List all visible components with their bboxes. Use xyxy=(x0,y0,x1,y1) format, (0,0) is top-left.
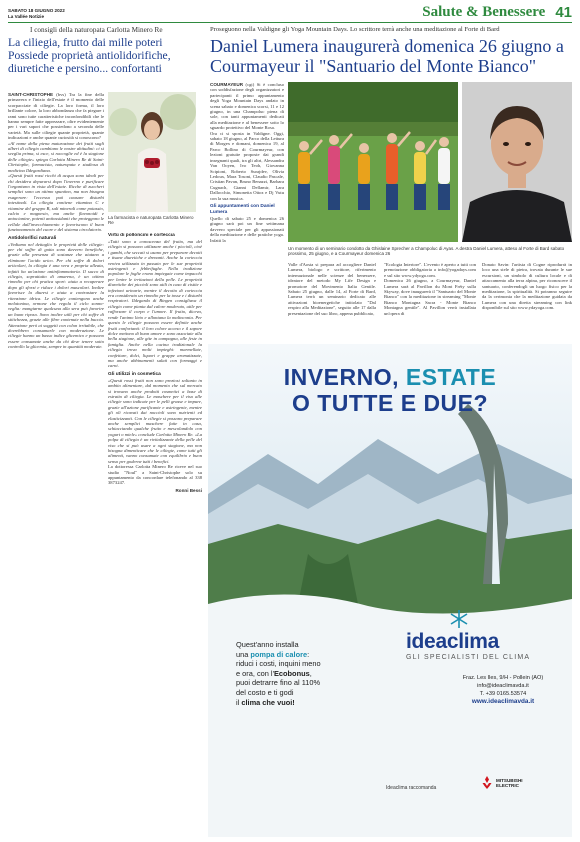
body-paragraph: «Questi rossi frutti non sono preziosi soltanto in ambito alimentare, dal momento che sul mercato si trovano anche prodotti cosmetici a base di estratto di ciliegia. Le maschere per il viso alle ciliegie sono indicate per le pelli grasse e impure, grazie all'azione purificante e astringente, mentre gli oli ricavati dai noccioli sono nutrienti ed elasticizzanti. Con le ciliegie si possono preparare anche semplici maschere fatte in casa, schiacciando qualche frutto e mescolandolo con yogurt o miele» conclude Carlotta Minero Re. «La polpa di ciliegia è un rivitalizzante della pelle del viso che si può usare a ogni stagione, ma non bisogna dimenticare che le ciliegie, come tutti gli alimenti, vanno consumate con equilibrio e buon senso per goderne tutti i benefici. xyxy=(108,377,202,464)
page-number: 41 xyxy=(555,4,572,21)
section-title: Salute & Benessere xyxy=(422,4,546,20)
address: Fraz. Les Iles, 9/H - Pollein (AO) xyxy=(462,675,544,681)
subheading: Virtù di polloncini e corteccia xyxy=(108,233,175,238)
body-paragraph: Quello di sabato 25 e domenica 26 giugno sarà poi un fine settimana davvero speciale per gli appassionati della meditazione e delle pratiche yoga. Infatti la xyxy=(210,215,284,243)
snowflake-icon xyxy=(444,608,474,630)
header-rule xyxy=(8,22,572,23)
mitsubishi-logo xyxy=(480,776,523,789)
body-paragraph: "Ecologia Interiore". L'evento è aperto a tutti con prenotazione obbligatoria a info@yogadays.com e sul sito www.ydyoga.com. xyxy=(384,262,476,278)
partner-name-2: ELECTRIC xyxy=(496,782,519,788)
ad-headline-part-2: O TUTTE E DUE? xyxy=(291,390,489,416)
ad-headline-part-1: INVERNO, ESTATE xyxy=(283,364,497,390)
body-paragraph: La dottoressa Carlotta Minero Re riceve nel suo studio "Noul" a Saint-Christophe solo su appuntamento da concordare telefonando al 338 3873247. xyxy=(108,464,202,486)
dateline: COURMAYEUR xyxy=(210,82,244,87)
body-paragraph: Domenica 26 giugno, a Courmayeur, Daniel Lumera sarà al Pavillon du Mont Fréty sulla Skyway, dove inaugurerà il "Santuario del Monte Bianco" con la meditazione in streaming "Monte Bianco Montagna Sacra - Monte Bianco Montagna gentile". Al Pavillon verrà installata un'opera di xyxy=(384,278,476,316)
portrait-svg xyxy=(462,82,572,242)
naturopath-photo-svg xyxy=(108,92,196,212)
article-kicker: Proseguono nella Valdigne gli Yoga Mountain Days. Lo scrittore terrà anche una meditazione al Forte di Bard xyxy=(210,26,500,33)
subheading: Gli appuntamenti con Daniel Lumera xyxy=(210,203,275,215)
article-headline: Daniel Lumera inaugurerà domenica 26 giugno a Courmayeur il "Santuario del Monte Bianco" xyxy=(210,36,564,76)
body-paragraph: Tra la fine della primavera e l'inizio dell'estate è il momento delle scorpacciate di ciliegie. La loro forma, il loro brillante colore, la loro abbondanza che fa piegare i rami sono tutte caratteristiche inconfondibili che le hanno sempre fatte apprezzare, oltre evidentemente per i vari sapori che possiedono a seconda delle varietà. Ma sulle ciliegie quante proprietà, quante indicazioni e anche quante curiosità si conoscono? xyxy=(8,92,104,141)
phone-number[interactable]: T. +39 0165.53574 xyxy=(479,691,527,697)
contact-info xyxy=(438,674,568,706)
naturopath-photo xyxy=(108,92,196,212)
newspaper-name: La Vallée Notizie xyxy=(8,13,44,19)
article-column-3 xyxy=(384,262,476,340)
body-paragraph: «Tutti sono a conoscenza del frutto, ma del ciliegio si possono utilizzare anche i piccioli, cioè i gambi, che seccati si usano per preparare decotti e tisane diuretiche e drenanti. Anche la corteccia veniva utilizzata in passato per le sue proprietà astringenti e febbrifughe. Nella tradizione popolare le foglie erano impiegate come impacchi per lenire le irritazioni della pelle. Le proprietà diuretiche dei piccioli sono utili in caso di cistite e infezioni urinarie, mentre il decotto di corteccia era considerato un rimedio per la tosse e i disturbi respiratori. Ildegarda di Bingen consigliava il ciliegio come pianta dal calore moderato, utile per rafforzare il corpo e l'umore. Il frutto, diceva, rende l'animo lieto e allontana la malinconia. Per questo le ciliegie possono essere definite anche frutti confortanti: il loro colore acceso e il sapore dolce mettono di buon umore e sono associate alla bella stagione, alle gite in campagna, alle feste in famiglia. Anche nella cucina tradizionale la ciliegia trova molti impieghi: marmellate, confetture, dolci, liquori e grappe aromatizzate, ma anche abbinamenti salati con formaggi e carni. xyxy=(108,239,202,369)
body-paragraph: «Vediamo nel dettaglio le proprietà delle ciliegie: per chi soffre di gotta sono davvero benefiche, grazie alla presenza di sostanze che aiutano a eliminare l'acido urico. Per chi soffre di dolori articolari, la ciliegia è una vera e propria alleata, infatti ha un'azione antinfiammatoria. Il succo di ciliegia, soprattutto di amarena, è un ottimo rimedio per chi pratica sport: aiuta a recuperare dopo gli sforzi e riduce i dolori muscolari. Inoltre favorisce la diuresi e aiuta a contrastare la ritenzione idrica. Le ciliegie contengono anche melatonina, ormone che regola il ciclo sonno-veglia: mangiarne qualcuna alla sera può favorire un buon riposo. Sono inoltre utili per chi soffre di stitichezza, grazie alle fibre contenute nella buccia. Attenzione però ai soggetti con colon irritabile, che dovrebbero consumarle con moderazione. Le ciliegie hanno un basso indice glicemico e possono essere consumate anche da chi deve tenere sotto controllo la glicemia, sempre in quantità moderate. xyxy=(8,241,104,350)
author-signature: Ronni Bessi xyxy=(175,487,202,493)
body-paragraph: Ora ci si sposta in Valdigne. Oggi, sabato 18 giugno, al Parco della Lettura di Morgex e domani, domenica 19, al Parco Bollino di Courmayeur, con lezioni gratuite proposte dai grandi insegnanti quali, tra gli altri, Alessandra Van Ooyen, Ivo Teoh, Giovanna Scipioni, Roberto Surajdev, Olivia Ledoux, Mara Tosoni, Claudio Pascale, Cristian Pavan, Bruno Benazzi, Barbara Cugnach, Gianni Dellamir, Lara Dallocchio, Simonetta Ottoz e Dj Vutu con la sua musica. xyxy=(210,130,284,201)
yoga-seminar-photo-svg xyxy=(288,82,458,242)
article-column-2 xyxy=(108,233,202,837)
subheading: Antidolorifici naturali xyxy=(8,235,57,241)
article-column-4: Donato Savin: l'artista di Cogne riprodurrà in loco una stele di pietra, trovata durante le sue escursioni, un simbolo di cultura locale e di attaccamento alla terra alpina, per riconoscere il santuario, conferendogli un luogo fisico per la meditazione, la spiritualità. Si potranno seguire da la cerimonia che la meditazione guidata da Lumera con una diretta streaming con link disponibile sul sito www.ydayoga.com. xyxy=(482,262,572,311)
recommends-text: Ideaclima raccomanda xyxy=(386,785,437,791)
masthead xyxy=(8,8,65,19)
section-header xyxy=(422,4,572,21)
photo-caption: La farmacista e naturopata Carlotta Minero Re xyxy=(108,215,194,226)
article-headline: La ciliegia, frutto dai mille poteri Possiede proprietà antiolidorifiche, diuretiche e persino... confortanti xyxy=(8,36,171,75)
daniel-lumera-portrait xyxy=(462,82,572,242)
website-link[interactable]: www.ideaclimavda.it xyxy=(471,698,535,705)
ideaclima-advertisement[interactable] xyxy=(208,344,572,837)
article-column-2: Valle d'Aosta si prepara ad accogliere Daniel Lumera, biologo e scrittore, riferimento internazionale nelle scienze del benessere, ideatore del metodo My Life Design e promotore del Movimento Italia Gentile. Sabato 25 giugno, dalle 14, al Forte di Bard, Lumera terrà un seminario dedicato alle attivazioni bioenergetiche intitolato "Dal respiro alla Meditazione", seguito alle 17 dalla presentazione del suo libro, appena pubblicato, xyxy=(288,262,376,316)
dateline: SAINT-CHRISTOPHE xyxy=(8,92,54,97)
article-column-1: COURMAYEUR (cgt) Si è concluso con soddisfazione degli organizzatori e partecipanti il primo appuntamento degli Yoga Mountain Days andato in scena sabato e domenica scorsi, 11 e 12 giugno, in una Champoluc piena di sole, con tanti appuntamenti dedicati alla meditazione e al benessere sotto lo sguardo protettivo del Monte Rosa. Ora ci si sposta in Valdigne. Oggi, sabato 18 giugno, al Parco della Lettura di Morgex e domani, domenica 19, al Parco Bollino di Courmayeur, con lezioni gratuite proposte dai grandi insegnanti quali, tra gli altri, Alessandra Van Ooyen, Ivo Teoh, Giovanna Scipioni, Roberto Surajdev, Olivia Ledoux, Mara Tosoni, Claudio Pascale, Cristian Pavan, Bruno Benazzi, Barbara Cugnach, Gianni Dellamir, Lara Dallocchio, Simonetta Ottoz e Dj Vutu con la sua musica. Gli appuntamenti con Daniel Lumera Quello di sabato 25 e domenica 26 giugno sarà poi un fine settimana davvero speciale per gli appassionati della meditazione e delle pratiche yoga. Infatti la xyxy=(210,82,284,243)
mitsubishi-diamonds-icon xyxy=(480,776,494,789)
ad-landscape-background xyxy=(208,344,572,837)
photo-caption: Un momento di un seminario condotto da Ghislaine Sprecher a Champoluc di Ayas. A destra Daniel Lumera, atteso al Forte di Bard sabato prossimo, 25 giugno, e a Courmayeur domenica 26 xyxy=(288,246,565,257)
issue-date: SABATO 18 GIUGNO 2022 xyxy=(8,8,65,13)
brand-tagline: GLI SPECIALISTI DEL CLIMA xyxy=(406,654,531,661)
brand-name: ideaclima xyxy=(406,630,500,653)
ideaclima-logo[interactable] xyxy=(406,608,566,661)
article-column-1: SAINT-CHRISTOPHE (bvs) Tra la fine della primavera e l'inizio dell'estate è il momento delle scorpacciate di ciliegie. La loro forma, il loro brillante colore, la loro abbondanza che fa piegare i rami sono tutte caratteristiche inconfondibili che le hanno sempre fatte apprezzare, oltre evidentemente per i vari sapori che possiedono a seconda delle varietà. Ma sulle ciliegie quante proprietà, quante indicazioni e anche quante curiosità si conoscono? «Al nome della piena maturazione dei frutti sugli alberi di ciliegio cambiano le nostre abitudini: ci si sveglia prima, si esce, si raccoglie ed è la stagione delle ciliegie» spiega Carlotta Minero Re di Saint-Christophe, farmacista, naturopata e studiosa di medicina Ildegardiana. «Questi frutti rossi ricchi di acqua sono ideali per chi desidera depurarsi dopo l'inverno e purificare l'organismo in vista dell'estate. Ricche di zuccheri semplici sono un ottimo spuntino, ma non bisogna esagerare: l'eccesso può causare disturbi intestinali. La ciliegia contiene vitamina C e vitamine del gruppo B, sali minerali come potassio, calcio e magnesio, ma anche flavonoidi e antocianine, potenti antiossidanti che proteggono le cellule dall'invecchiamento e favoriscono il buon funzionamento del cuore e del sistema circolatorio. Antidolorifici naturali «Vediamo nel dettaglio le proprietà delle ciliegie: per chi soffre di gotta sono davvero benefiche, grazie alla presenza di sostanze che aiutano a eliminare l'acido urico. Per chi soffre di dolori articolari, la ciliegia è una vera e propria alleata, infatti ha un'azione antinfiammatoria. Il succo di ciliegia, soprattutto di amarena, è un ottimo rimedio per chi pratica sport: aiuta a recuperare dopo gli sforzi e riduce i dolori muscolari. Inoltre favorisce la diuresi e aiuta a contrastare la ritenzione idrica. Le ciliegie contengono anche melatonina, ormone che regola il ciclo sonno-veglia: mangiarne qualcuna alla sera può favorire un buon riposo. Sono inoltre utili per chi soffre di stitichezza, grazie alle fibre contenute nella buccia. Attenzione però ai soggetti con colon irritabile, che dovrebbero consumarle con moderazione. Le ciliegie hanno un basso indice glicemico e possono essere consumate anche da chi deve tenere sotto controllo la glicemia, sempre in quantità moderate. xyxy=(8,92,104,350)
partner-name-1: MITSUBISHI xyxy=(496,777,523,783)
body-paragraph: «Al nome della piena maturazione dei frutti sugli alberi di ciliegio cambiano le nostre abitudini: ci si sveglia prima, si esce, si raccoglie ed è la stagione delle ciliegie» spiega Carlotta Minero Re di Saint-Christophe, farmacista, naturopata e studiosa di medicina Ildegardiana. xyxy=(8,140,104,173)
article-kicker: I consigli della naturopata Carlotta Minero Re xyxy=(30,26,163,34)
ad-body-text: Quest'anno installa una pompa di calore: riduci i costi, inquini meno e ora, con l'Ecobonus, puoi detrarre fino al 110% del costo e ti godi il clima che vuoi! xyxy=(236,640,321,707)
yoga-seminar-photo xyxy=(288,82,458,242)
body-paragraph: «Questi frutti rossi ricchi di acqua sono ideali per chi desidera depurarsi dopo l'inverno e purificare l'organismo in vista dell'estate. Ricche di zuccheri semplici sono un ottimo spuntino, ma non bisogna esagerare: l'eccesso può causare disturbi intestinali. La ciliegia contiene vitamina C e vitamine del gruppo B, sali minerali come potassio, calcio e magnesio, ma anche flavonoidi e antocianine, potenti antiossidanti che proteggono le cellule dall'invecchiamento e favoriscono il buon funzionamento del cuore e del sistema circolatorio. xyxy=(8,173,104,233)
email-link[interactable]: info@ideaclimavda.it xyxy=(477,683,529,689)
body-paragraph: Si è concluso con soddisfazione degli organizzatori e partecipanti il primo appuntamento degli Yoga Mountain Days andato in scena sabato e domenica scorsi, 11 e 12 giugno, in una Champoluc piena di sole, con tanti appuntamenti dedicati alla meditazione e al benessere sotto lo sguardo protettivo del Monte Rosa. xyxy=(210,82,284,131)
subheading: Gli utilizzi in cosmetica xyxy=(108,371,161,377)
